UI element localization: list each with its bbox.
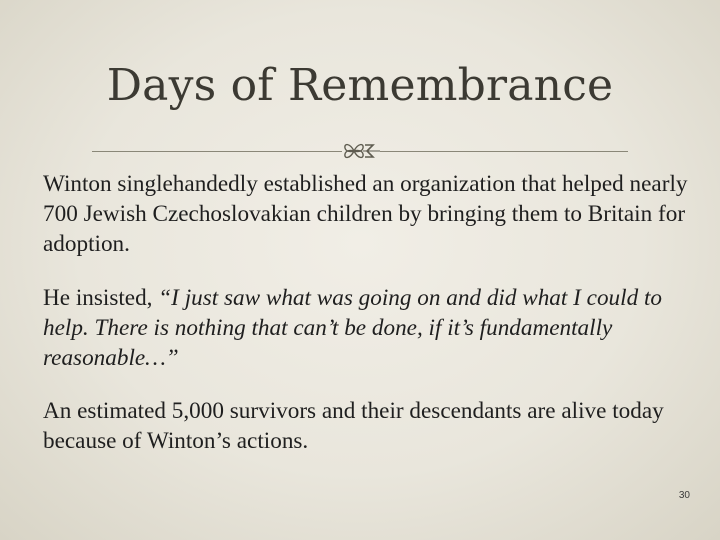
title-divider-left <box>92 151 342 152</box>
paragraph-survivors: An estimated 5,000 survivors and their descendants are alive today because of Winton’s actions. <box>43 398 664 454</box>
paragraph-winton-organization: Winton singlehandedly established an organization that helped nearly 700 Jewish Czechoslovakian children by bringing them to Britain for adoption. <box>43 171 688 257</box>
slide-title: Days of Remembrance <box>106 60 614 111</box>
page-number: 30 <box>678 490 690 501</box>
quatrefoil-ornament-icon <box>342 138 380 164</box>
title-divider-right <box>380 151 628 152</box>
slide-body <box>43 169 708 480</box>
paragraph-winton-quote <box>43 283 708 373</box>
quote-text: “I just saw what was going on and did what I could to help. There is nothing that can’t be done, if it’s fundamentally reasonable…” <box>43 285 663 371</box>
quote-lead: He insisted, <box>43 285 159 311</box>
